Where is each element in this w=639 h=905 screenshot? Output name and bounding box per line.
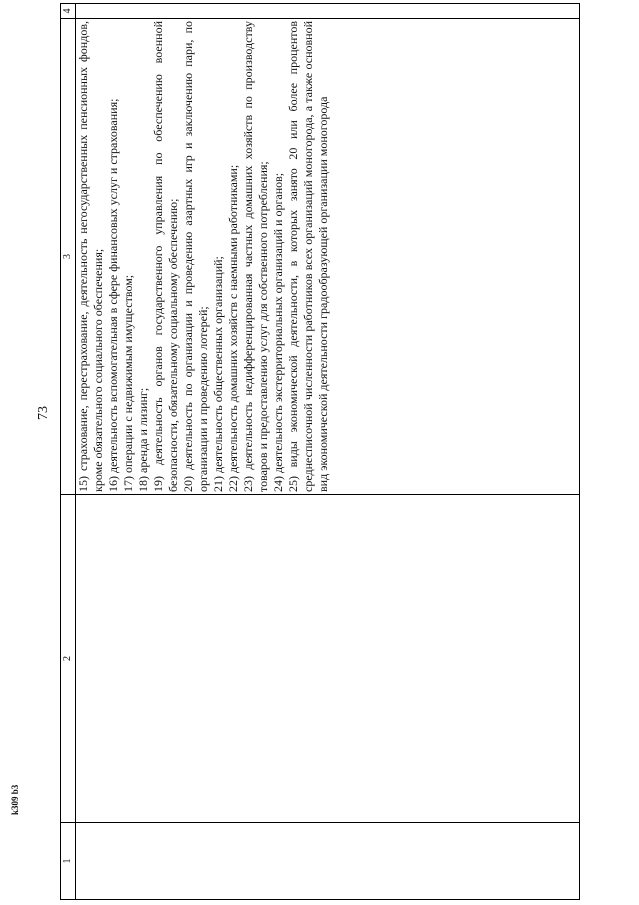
table-row [76, 4, 580, 900]
page-number: 73 [36, 406, 51, 420]
document-table-wrapper [60, 4, 580, 900]
list-item: 22) деятельность домашних хозяйств с наемными работниками; [226, 164, 240, 492]
list-item: 23) деятельность недифференцированная частных домашних хозяйств по производству товаров и предоставлению услуг для собственного потребления; [241, 21, 270, 492]
cell-col1 [76, 823, 580, 900]
list-item: 25) виды экономической деятельности, в которых занято 20 или более процентов среднесписочной численности работников всех организаций моногорода, а также основной вид экономической деятельности градообразующей организации моногорода [286, 21, 330, 492]
footer-code: k309 b3 [10, 784, 20, 815]
rotated-table [60, 4, 580, 900]
header-cell-2: 2 [61, 495, 76, 823]
list-item: 21) деятельность общественных организаций; [211, 256, 225, 492]
header-cell-4: 4 [61, 4, 76, 19]
header-cell-3: 3 [61, 19, 76, 495]
activities-table [60, 3, 580, 900]
cell-col4 [76, 4, 580, 19]
list-item: 17) операции с недвижимым имуществом; [121, 274, 135, 492]
cell-col3 [76, 19, 580, 495]
list-item: 16) деятельность вспомогательная в сфере финансовых услуг и страхования; [106, 98, 120, 492]
cell-col2 [76, 495, 580, 823]
header-cell-1: 1 [61, 823, 76, 900]
list-item: 20) деятельность по организации и проведению азартных игр и заключению пари, по организации и проведению лотерей; [181, 21, 210, 492]
list-item: 15) страхование, перестрахование, деятельность негосударственных пенсионных фондов, кроме обязательного социального обеспечения; [76, 21, 105, 492]
table-header-row [61, 4, 76, 900]
list-item: 18) аренда и лизинг; [136, 387, 150, 492]
list-item: 19) деятельность органов государственного управления по обеспечению военной безопасности, обязательному социальному обеспечению; [151, 21, 180, 492]
list-item: 24) деятельность экстерриториальных организаций и органов; [271, 172, 285, 492]
